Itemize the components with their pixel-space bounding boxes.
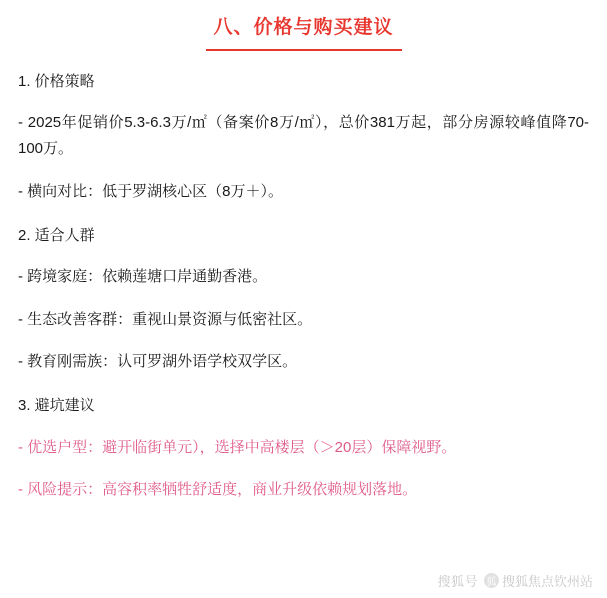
paragraph: - 横向对比：低于罗湖核心区（8万＋）。 bbox=[18, 182, 284, 200]
paragraph: - 跨境家庭：依赖莲塘口岸通勤香港。 bbox=[18, 268, 268, 286]
section-pitfall-advice bbox=[18, 393, 589, 503]
paragraph: - 2025年促销价5.3-6.3万/㎡（备案价8万/㎡），总价381万起，部分房源较峰值降70-100万。 bbox=[18, 114, 589, 158]
section-heading: 3. 避坑建议 bbox=[18, 397, 95, 414]
watermark-brand: 搜狐焦点钦州站 bbox=[501, 574, 593, 589]
paragraph: - 生态改善客群：重视山景资源与低密社区。 bbox=[18, 310, 313, 328]
page-title: 八、价格与购买建议 bbox=[213, 17, 394, 38]
section-target-audience bbox=[18, 223, 589, 375]
watermark bbox=[437, 571, 593, 590]
paragraph: - 优选户型：避开临街单元），选择中高楼层（＞20层）保障视野。 bbox=[18, 438, 457, 456]
title-underline bbox=[206, 49, 402, 51]
paragraph: - 教育刚需族：认可罗湖外语学校双学区。 bbox=[18, 352, 298, 370]
section-price-strategy bbox=[18, 69, 589, 205]
paragraph: - 风险提示：高容积率牺牲舒适度，商业升级依赖规划落地。 bbox=[18, 480, 418, 498]
section-heading: 1. 价格策略 bbox=[18, 72, 95, 90]
title-block bbox=[18, 14, 589, 51]
section-heading: 2. 适合人群 bbox=[18, 226, 95, 244]
fox-badge-icon: 狐 bbox=[484, 573, 499, 588]
sohu-logo-icon bbox=[484, 571, 593, 590]
watermark-account-label: 搜狐号 bbox=[437, 574, 478, 589]
